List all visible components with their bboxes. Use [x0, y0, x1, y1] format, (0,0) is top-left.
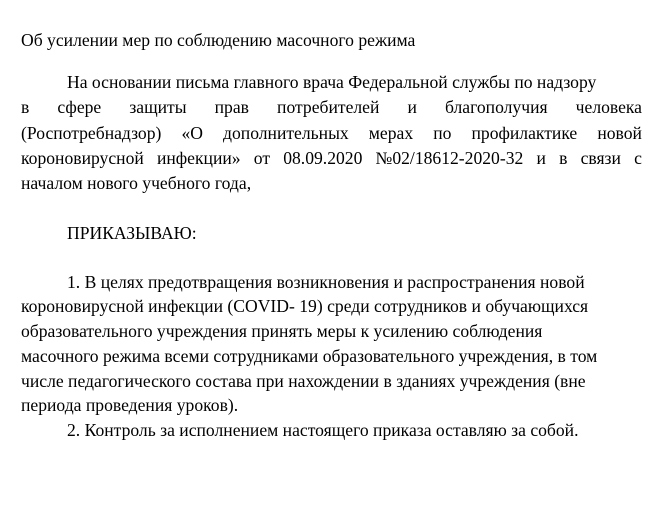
item1-line-1: 1. В целях предотвращения возникновения и распространения новой	[67, 272, 585, 292]
preamble-line-4	[21, 147, 642, 169]
item1-line-5: числе педагогического состава при нахождении в зданиях учреждения (вне	[21, 371, 586, 391]
word: защиты	[129, 97, 187, 117]
word: прав	[214, 97, 249, 117]
word: в	[21, 97, 30, 117]
preamble-line-2	[21, 96, 642, 118]
preamble-line-1: На основании письма главного врача Федеральной службы по надзору	[67, 72, 597, 92]
word: профилактике	[471, 123, 578, 143]
word: новой	[597, 123, 642, 143]
document-title: Об усилении мер по соблюдению масочного режима	[21, 30, 416, 50]
word: в	[559, 148, 568, 168]
word: сфере	[57, 97, 102, 117]
word: связи	[580, 148, 621, 168]
word: и	[536, 148, 546, 168]
word: 08.09.2020	[283, 148, 363, 168]
item1-line-6: периода проведения уроков).	[21, 395, 239, 415]
item2-text: 2. Контроль за исполнением настоящего приказа оставляю за собой.	[67, 420, 579, 440]
word: дополнительных	[223, 123, 349, 143]
word: благополучия	[444, 97, 548, 117]
word: №02/18612-2020-32	[375, 148, 524, 168]
word: человека	[575, 97, 642, 117]
word: «О	[181, 123, 203, 143]
word: и	[407, 97, 417, 117]
word: потребителей	[277, 97, 380, 117]
order-heading: ПРИКАЗЫВАЮ:	[67, 223, 197, 243]
word: по	[433, 123, 452, 143]
word: от	[253, 148, 271, 168]
word: инфекции»	[156, 148, 241, 168]
preamble-line-3	[21, 122, 642, 144]
item1-line-2: короновирусной инфекции (COVID- 19) среди сотрудников и обучающихся	[21, 296, 589, 316]
word: (Роспотребнадзор)	[21, 123, 162, 143]
word: с	[634, 148, 642, 168]
word: короновирусной	[21, 148, 144, 168]
item1-line-4: масочного режима всеми сотрудниками образовательного учреждения, в том	[21, 346, 598, 366]
item1-line-3: образовательного учреждения принять меры к усилению соблюдения	[21, 321, 543, 341]
preamble-line-5: началом нового учебного года,	[21, 173, 252, 193]
word: мерах	[368, 123, 414, 143]
